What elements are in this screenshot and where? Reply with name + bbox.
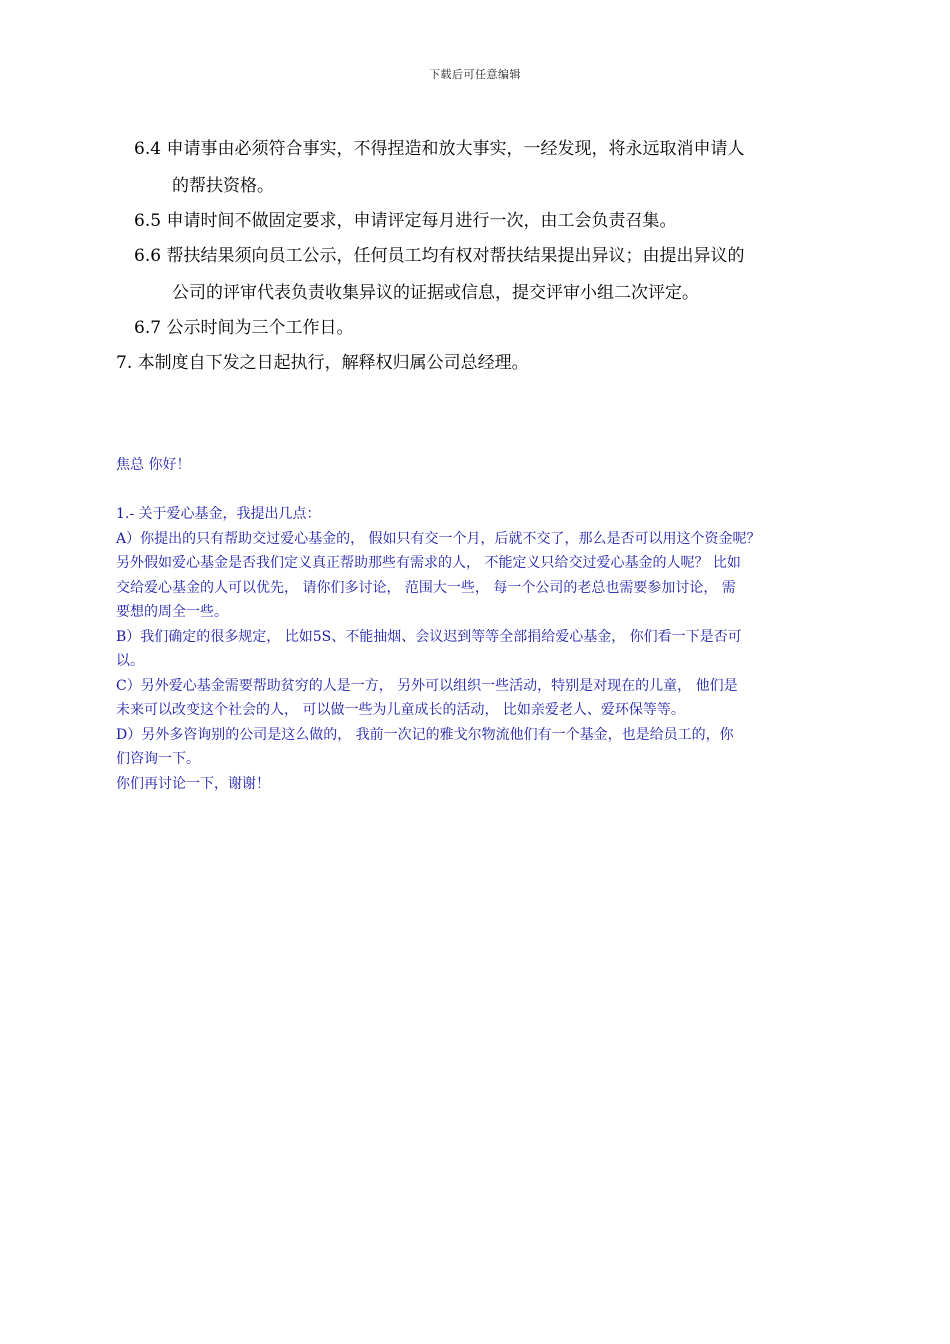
memo-point-a-line: 要想的周全一些。 [116,604,228,620]
page-header: 下载后可任意编辑 [429,68,521,81]
clause-6-6-line-1: 6.6 帮扶结果须向员工公示，任何员工均有权对帮扶结果提出异议；由提出异议的 [134,246,745,266]
memo-point-a-line: 交给爱心基金的人可以优先， 请你们多讨论， 范围大一些， 每一个公司的老总也需要参加讨论， 需 [116,579,736,596]
memo-point-c-line: C）另外爱心基金需要帮助贫穷的人是一方， 另外可以组织一些活动，特别是对现在的儿童， 他们是 [116,677,738,694]
memo-greeting: 焦总 你好！ [116,457,191,473]
memo-intro: 1.- 关于爱心基金，我提出几点： [116,506,321,522]
memo-point-a-line: 另外假如爱心基金是否我们定义真正帮助那些有需求的人， 不能定义只给交过爱心基金的人呢？ 比如 [116,555,741,571]
memo-point-b-line: 以。 [116,653,144,669]
clause-6-4-line-1: 6.4 申请事由必须符合事实，不得捏造和放大事实，一经发现，将永远取消申请人 [134,139,745,159]
memo-point-a-line: A）你提出的只有帮助交过爱心基金的， 假如只有交一个月，后就不交了，那么是否可以用这个资金呢？ [116,530,761,547]
memo-point-b-line: B）我们确定的很多规定， 比如5S、不能抽烟、会议迟到等等全部捐给爱心基金， 你们看一下是否可 [116,628,742,645]
memo-point-d-line: D）另外多咨询别的公司是这么做的， 我前一次记的雅戈尔物流他们有一个基金，也是给员工的，你 [116,726,734,743]
memo-body [116,502,861,796]
memo-point-c-line: 未来可以改变这个社会的人， 可以做一些为儿童成长的活动， 比如亲爱老人、爱环保等等。 [116,702,685,718]
memo-point-d-line: 们咨询一下。 [116,751,200,767]
clause-6-6-line-2: 公司的评审代表负责收集异议的证据或信息，提交评审小组二次评定。 [172,283,699,303]
clause-7: 7. 本制度自下发之日起执行，解释权归属公司总经理。 [116,353,529,373]
clause-6-4-line-2: 的帮扶资格。 [172,176,274,196]
clause-6-7: 6.7 公示时间为三个工作日。 [134,318,354,338]
memo-closing: 你们再讨论一下，谢谢！ [116,775,270,792]
clause-6-5: 6.5 申请时间不做固定要求，申请评定每月进行一次，由工会负责召集。 [134,211,677,231]
